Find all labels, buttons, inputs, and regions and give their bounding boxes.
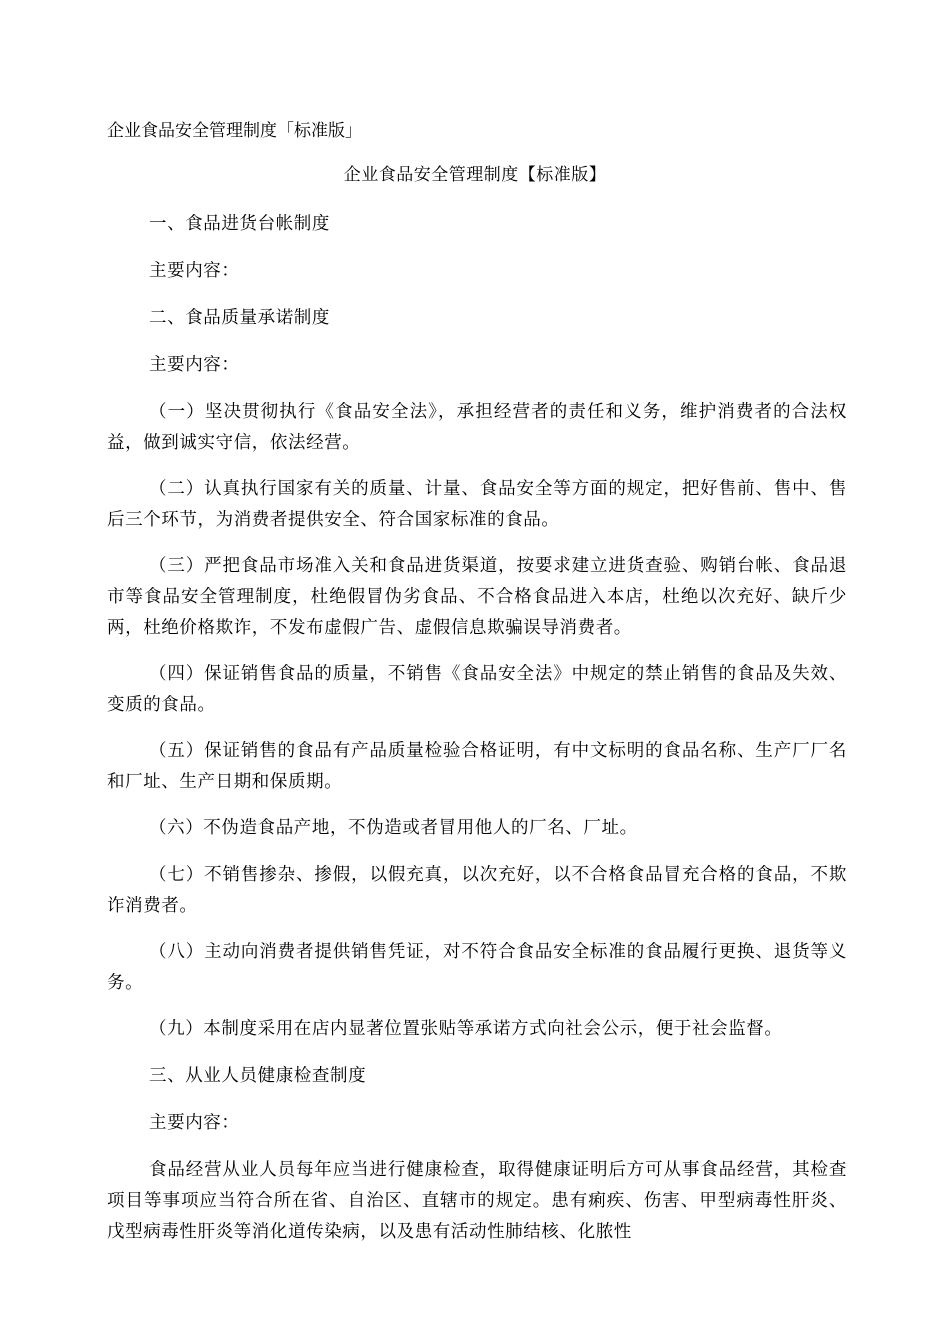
clause-paragraph: （一）坚决贯彻执行《食品安全法》，承担经营者的责任和义务，维护消费者的合法权益，做到诚实守信，依法经营。 [107,402,847,453]
clause-paragraph: （三）严把食品市场准入关和食品进货渠道，按要求建立进货查验、购销台帐、食品退市等食品安全管理制度，杜绝假冒伪劣食品、不合格食品进入本店，杜绝以次充好、缺斤少两，杜绝价格欺诈，不发布虚假广告、虚假信息欺骗误导消费者。 [107,556,847,638]
clause-paragraph: （二）认真执行国家有关的质量、计量、食品安全等方面的规定，把好售前、售中、售后三个环节，为消费者提供安全、符合国家标准的食品。 [107,479,847,530]
clause-paragraph: （七）不销售掺杂、掺假，以假充真，以次充好，以不合格食品冒充合格的食品，不欺诈消费者。 [107,865,847,916]
document-header: 企业食品安全管理制度「标准版」 [107,121,362,141]
clause-paragraph: （八）主动向消费者提供销售凭证，对不符合食品安全标准的食品履行更换、退货等义务。 [107,942,847,993]
document-title: 企业食品安全管理制度【标准版】 [343,165,607,185]
document-body [107,209,847,1263]
clause-paragraph: （九）本制度采用在店内显著位置张贴等承诺方式向社会公示，便于社会监督。 [149,1019,783,1039]
main-content-label: 主要内容： [149,261,240,281]
clause-paragraph: （五）保证销售的食品有产品质量检验合格证明，有中文标明的食品名称、生产厂厂名和厂址、生产日期和保质期。 [107,741,847,792]
clause-paragraph: （六）不伪造食品产地，不伪造或者冒用他人的厂名、厂址。 [149,818,638,838]
section-heading-3: 三、从业人员健康检查制度 [149,1066,367,1086]
section-heading-1: 一、食品进货台帐制度 [149,214,330,234]
main-content-label: 主要内容： [149,1113,240,1133]
main-content-label: 主要内容： [149,355,240,375]
body-paragraph: 食品经营从业人员每年应当进行健康检查，取得健康证明后方可从事食品经营，其检查项目等事项应当符合所在省、自治区、直辖市的规定。患有痢疾、伤害、甲型病毒性肝炎、戊型病毒性肝炎等消化道传染病，以及患有活动性肺结核、化脓性 [107,1160,847,1242]
section-heading-2: 二、食品质量承诺制度 [149,308,330,328]
clause-paragraph: （四）保证销售食品的质量，不销售《食品安全法》中规定的禁止销售的食品及失效、变质的食品。 [107,664,847,715]
